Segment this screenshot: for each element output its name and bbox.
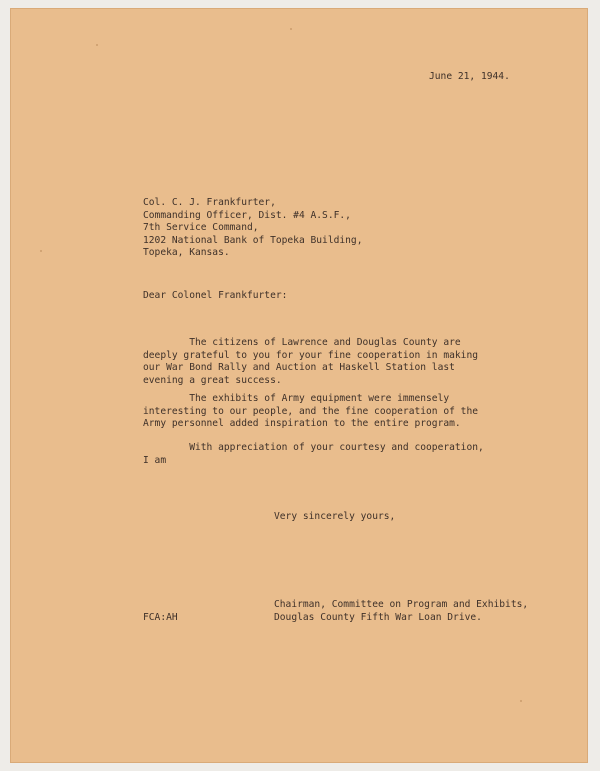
body-paragraph-1	[143, 337, 478, 387]
paper-speck	[96, 44, 98, 46]
paragraph-line: deeply grateful to you for your fine cooperation in making	[143, 349, 479, 361]
paragraph-line: interesting to our people, and the fine cooperation of the	[143, 405, 479, 417]
paragraph-line: I am	[143, 454, 167, 466]
salutation: Dear Colonel Frankfurter:	[143, 290, 288, 301]
paper-speck	[520, 700, 522, 702]
complimentary-closing: Very sincerely yours,	[274, 511, 396, 522]
paper-speck	[40, 250, 42, 252]
signature-line: Chairman, Committee on Program and Exhibits,	[274, 599, 529, 610]
address-line: 7th Service Command,	[143, 222, 259, 234]
paragraph-line: Army personnel added inspiration to the entire program.	[143, 418, 461, 430]
paragraph-line: With appreciation of your courtesy and cooperation,	[143, 442, 484, 453]
letter-date: June 21, 1944.	[429, 71, 510, 82]
paragraph-line: evening a great success.	[143, 374, 282, 386]
paragraph-line: The exhibits of Army equipment were immensely	[143, 393, 450, 404]
address-line: Topeka, Kansas.	[143, 247, 230, 259]
signature-block	[274, 599, 528, 624]
paragraph-line: our War Bond Rally and Auction at Haskell Station last	[143, 362, 455, 374]
address-line: 1202 National Bank of Topeka Building,	[143, 234, 363, 246]
paper-speck	[290, 28, 292, 30]
paragraph-line: The citizens of Lawrence and Douglas County are	[143, 337, 461, 348]
signature-line: Douglas County Fifth War Loan Drive.	[274, 611, 482, 623]
address-line: Commanding Officer, Dist. #4 A.S.F.,	[143, 209, 351, 221]
body-paragraph-2	[143, 393, 478, 431]
body-paragraph-3	[143, 442, 484, 467]
address-line: Col. C. J. Frankfurter,	[143, 197, 276, 208]
typist-initials: FCA:AH	[143, 612, 178, 623]
recipient-address	[143, 197, 363, 260]
